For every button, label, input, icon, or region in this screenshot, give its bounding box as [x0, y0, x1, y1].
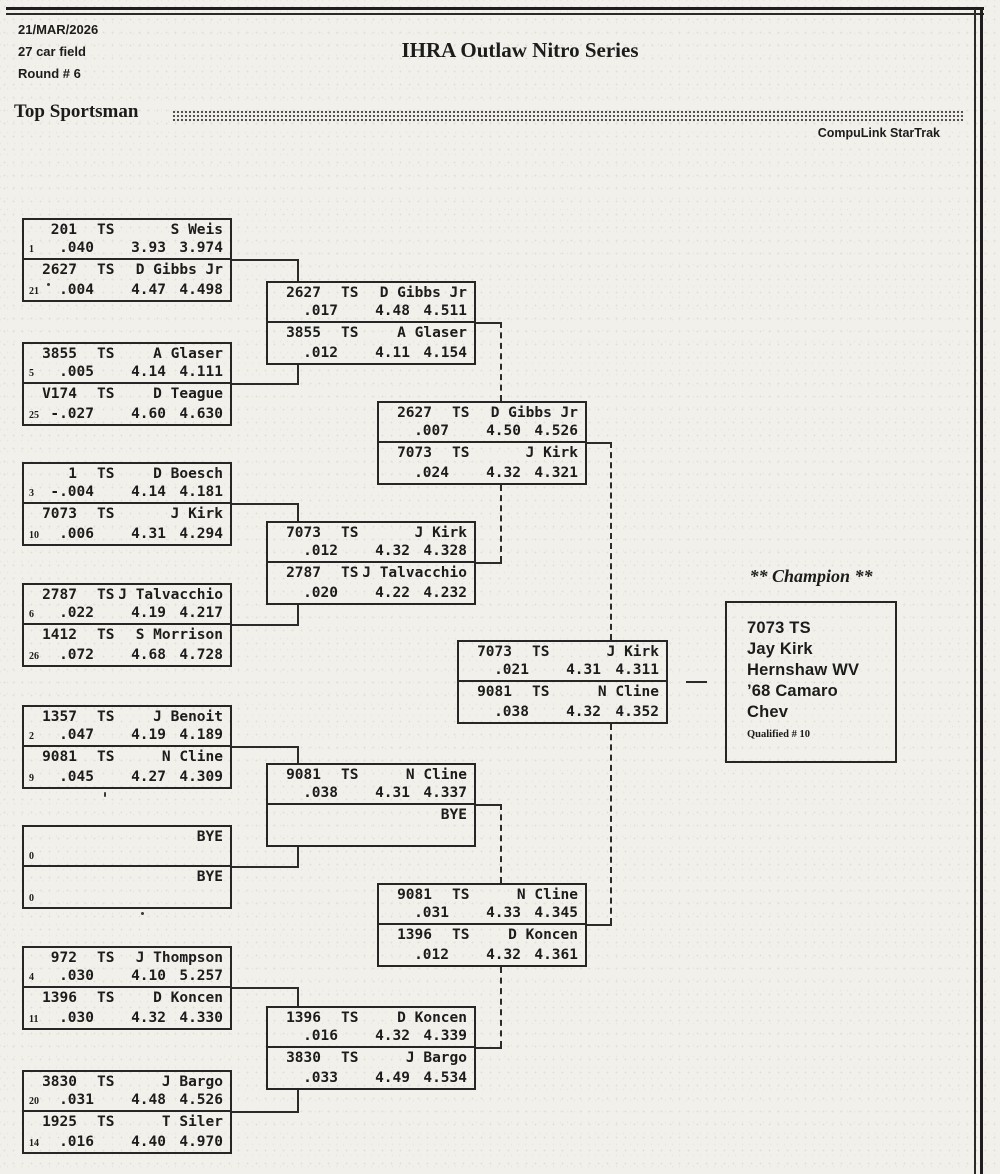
car-number: 1412	[42, 627, 77, 643]
dial-in: 4.32	[375, 543, 410, 559]
connector-r1-1-h	[232, 259, 299, 261]
driver-name: D Koncen	[508, 927, 578, 943]
driver-name: A Glaser	[397, 325, 467, 341]
round1-heat-8-entry-1	[24, 1072, 230, 1112]
final-heat-1-entry-2	[459, 682, 666, 722]
round1-heat-7-entry-1	[24, 948, 230, 988]
reaction-time: .047	[59, 727, 94, 743]
connector-r1-3-v	[297, 503, 299, 521]
driver-name: J Kirk	[606, 644, 659, 660]
driver-name: D Gibbs Jr	[379, 285, 467, 301]
class-abbrev: TS	[341, 325, 359, 341]
qualifying-position: 2	[29, 731, 34, 742]
qualifying-position: 0	[29, 851, 34, 862]
driver-name: D Teague	[153, 386, 223, 402]
class-abbrev: TS	[97, 990, 115, 1006]
car-number: 2627	[397, 405, 432, 421]
driver-name: S Morrison	[135, 627, 223, 643]
qualifying-position: 6	[29, 609, 34, 620]
round2-heat-4	[266, 1006, 476, 1090]
qualifying-position: 21	[29, 286, 39, 297]
reaction-time: -.004	[50, 484, 94, 500]
connector-r1-7-v	[297, 987, 299, 1006]
connector-r1-2-v	[297, 365, 299, 383]
series-title: IHRA Outlaw Nitro Series	[401, 38, 639, 62]
reaction-time: .016	[303, 1028, 338, 1044]
car-number: 2627	[42, 262, 77, 278]
qualifying-position: 1	[29, 244, 34, 255]
elapsed-time: 4.534	[423, 1070, 467, 1086]
round2-heat-4-entry-2	[268, 1048, 474, 1088]
connector-r1-6-v	[297, 847, 299, 866]
driver-name: A Glaser	[153, 346, 223, 362]
round1-heat-3-entry-1	[24, 464, 230, 504]
connector-r2-1-h	[476, 322, 502, 324]
connector-sf-2-h	[587, 924, 612, 926]
car-number: 9081	[397, 887, 432, 903]
connector-r2-1-v	[500, 322, 502, 401]
class-abbrev: TS	[452, 887, 470, 903]
champion-car-number: 7073 TS	[747, 619, 811, 637]
elapsed-time: 4.321	[534, 465, 578, 481]
class-abbrev: TS	[452, 445, 470, 461]
elapsed-time: 4.232	[423, 585, 467, 601]
champion-vehicle: ’68 Camaro	[747, 682, 838, 700]
car-number: 1	[68, 466, 77, 482]
connector-final-champion	[686, 681, 707, 683]
driver-name: N Cline	[405, 767, 467, 783]
reaction-time: -.027	[50, 406, 94, 422]
round1-heat-5-entry-1	[24, 707, 230, 747]
reaction-time: .038	[494, 704, 529, 720]
connector-r2-4-h	[476, 1047, 502, 1049]
car-number: 3830	[286, 1050, 321, 1066]
driver-name: J Talvacchio	[118, 587, 223, 603]
champion-make: Chev	[747, 703, 789, 721]
semifinals-heat-1-entry-2	[379, 443, 585, 483]
car-number: 7073	[397, 445, 432, 461]
dial-in: 4.14	[131, 484, 166, 500]
dial-in: 4.31	[375, 785, 410, 801]
dial-in: 4.33	[486, 905, 521, 921]
connector-r1-6-h	[232, 866, 299, 868]
page-border-top-outer	[6, 7, 984, 10]
round1-heat-3-entry-2	[24, 504, 230, 544]
round2-heat-1	[266, 281, 476, 365]
page-border-top-inner	[6, 13, 984, 15]
round2-heat-4-entry-1	[268, 1008, 474, 1048]
reaction-time: .040	[59, 240, 94, 256]
elapsed-time: 4.345	[534, 905, 578, 921]
driver-name: D Koncen	[397, 1010, 467, 1026]
dial-in: 3.93	[131, 240, 166, 256]
elapsed-time: 4.630	[179, 406, 223, 422]
connector-r2-2-v	[500, 485, 502, 562]
class-abbrev: TS	[97, 506, 115, 522]
elapsed-time: 4.330	[179, 1010, 223, 1026]
car-number: 2627	[286, 285, 321, 301]
elapsed-time: 4.361	[534, 947, 578, 963]
driver-name: D Gibbs Jr	[135, 262, 223, 278]
dial-in: 4.19	[131, 727, 166, 743]
round1-heat-6	[22, 825, 232, 909]
qualifying-position: 4	[29, 972, 34, 983]
round1-heat-1-entry-2	[24, 260, 230, 300]
class-abbrev: TS	[97, 386, 115, 402]
class-abbrev: TS	[97, 346, 115, 362]
reaction-time: .021	[494, 662, 529, 678]
class-abbrev: TS	[97, 749, 115, 765]
round1-heat-2	[22, 342, 232, 426]
elapsed-time: 4.526	[179, 1092, 223, 1108]
semifinals-heat-2	[377, 883, 587, 967]
elapsed-time: 4.111	[179, 364, 223, 380]
dial-in: 4.48	[131, 1092, 166, 1108]
driver-name: J Benoit	[153, 709, 223, 725]
connector-r1-5-h	[232, 746, 299, 748]
scan-speck	[104, 792, 106, 797]
round1-heat-4-entry-1	[24, 585, 230, 625]
class-abbrev: TS	[341, 285, 359, 301]
qualifying-position: 3	[29, 488, 34, 499]
reaction-time: .007	[414, 423, 449, 439]
round2-heat-3	[266, 763, 476, 847]
car-number: 9081	[286, 767, 321, 783]
class-abbrev: TS	[97, 627, 115, 643]
driver-name: D Boesch	[153, 466, 223, 482]
dial-in: 4.27	[131, 769, 166, 785]
car-number: 1357	[42, 709, 77, 725]
final-heat-1	[457, 640, 668, 724]
dial-in: 4.22	[375, 585, 410, 601]
elapsed-time: 4.181	[179, 484, 223, 500]
dial-in: 4.50	[486, 423, 521, 439]
round2-heat-1-entry-2	[268, 323, 474, 363]
class-abbrev: TS	[452, 927, 470, 943]
event-date: 21/MAR/2026	[18, 22, 99, 37]
car-number: 7073	[477, 644, 512, 660]
round1-heat-7-entry-2	[24, 988, 230, 1028]
dial-in: 4.49	[375, 1070, 410, 1086]
reaction-time: .030	[59, 1010, 94, 1026]
car-number: 1925	[42, 1114, 77, 1130]
reaction-time: .072	[59, 647, 94, 663]
connector-r2-4-v	[500, 967, 502, 1047]
semifinals-heat-2-entry-2	[379, 925, 585, 965]
elapsed-time: 4.217	[179, 605, 223, 621]
reaction-time: .012	[303, 543, 338, 559]
car-number: 9081	[477, 684, 512, 700]
dial-in: 4.47	[131, 282, 166, 298]
round2-heat-2	[266, 521, 476, 605]
qualifying-position: 14	[29, 1138, 39, 1149]
class-abbrev: TS	[341, 565, 359, 581]
round1-heat-6-entry-1	[24, 827, 230, 867]
dial-in: 4.11	[375, 345, 410, 361]
dial-in: 4.60	[131, 406, 166, 422]
connector-r2-3-v	[500, 804, 502, 883]
round1-heat-7	[22, 946, 232, 1030]
dial-in: 4.31	[131, 526, 166, 542]
driver-name: D Koncen	[153, 990, 223, 1006]
connector-r1-5-v	[297, 746, 299, 763]
round1-heat-5	[22, 705, 232, 789]
qualifying-position: 5	[29, 368, 34, 379]
dial-in: 4.10	[131, 968, 166, 984]
connector-sf-1-v	[610, 442, 612, 640]
reaction-time: .033	[303, 1070, 338, 1086]
connector-r1-4-h	[232, 624, 299, 626]
class-abbrev: TS	[97, 950, 115, 966]
driver-name: J Bargo	[405, 1050, 467, 1066]
class-abbrev: TS	[341, 1010, 359, 1026]
round1-heat-6-entry-2	[24, 867, 230, 907]
driver-name: S Weis	[170, 222, 223, 238]
round1-heat-4-entry-2	[24, 625, 230, 665]
round1-heat-1	[22, 218, 232, 302]
connector-r2-2-h	[476, 562, 502, 564]
qualifying-position: 10	[29, 530, 39, 541]
class-abbrev: TS	[97, 1114, 115, 1130]
car-number: 201	[50, 222, 77, 238]
class-abbrev: TS	[97, 587, 115, 603]
round2-heat-3-entry-2	[268, 805, 474, 845]
connector-r1-2-h	[232, 383, 299, 385]
driver-name: J Kirk	[525, 445, 578, 461]
round1-heat-4	[22, 583, 232, 667]
round1-heat-1-entry-1	[24, 220, 230, 260]
class-abbrev: TS	[532, 644, 550, 660]
reaction-time: .031	[414, 905, 449, 921]
driver-name: T Siler	[161, 1114, 223, 1130]
dial-in: 4.31	[566, 662, 601, 678]
driver-name: J Thompson	[135, 950, 223, 966]
driver-name: N Cline	[161, 749, 223, 765]
driver-name: J Talvacchio	[362, 565, 467, 581]
dial-in: 4.32	[486, 947, 521, 963]
car-number: 1396	[42, 990, 77, 1006]
reaction-time: .030	[59, 968, 94, 984]
qualifying-position: 20	[29, 1096, 39, 1107]
dial-in: 4.32	[375, 1028, 410, 1044]
semifinals-heat-1-entry-1	[379, 403, 585, 443]
scan-speck	[141, 912, 144, 915]
elapsed-time: 4.970	[179, 1134, 223, 1150]
dial-in: 4.32	[566, 704, 601, 720]
champion-qualified: Qualified # 10	[747, 729, 811, 740]
connector-r1-8-v	[297, 1090, 299, 1111]
reaction-time: .024	[414, 465, 449, 481]
champion-box	[725, 601, 897, 763]
semifinals-heat-1	[377, 401, 587, 485]
round2-heat-1-entry-1	[268, 283, 474, 323]
class-abbrev: TS	[97, 262, 115, 278]
class-abbrev: TS	[97, 222, 115, 238]
driver-name: BYE	[440, 807, 467, 823]
driver-name: BYE	[196, 869, 223, 885]
class-title: Top Sportsman	[14, 101, 139, 122]
class-abbrev: TS	[97, 1074, 115, 1090]
reaction-time: .031	[59, 1092, 94, 1108]
class-abbrev: TS	[97, 709, 115, 725]
round2-heat-2-entry-1	[268, 523, 474, 563]
elapsed-time: 4.294	[179, 526, 223, 542]
reaction-time: .045	[59, 769, 94, 785]
car-number: 3855	[286, 325, 321, 341]
driver-name: N Cline	[597, 684, 659, 700]
car-number: 7073	[42, 506, 77, 522]
elapsed-time: 4.309	[179, 769, 223, 785]
driver-name: J Kirk	[170, 506, 223, 522]
car-number: 9081	[42, 749, 77, 765]
reaction-time: .020	[303, 585, 338, 601]
semifinals-heat-2-entry-1	[379, 885, 585, 925]
dial-in: 4.40	[131, 1134, 166, 1150]
elapsed-time: 4.352	[615, 704, 659, 720]
elapsed-time: 4.154	[423, 345, 467, 361]
reaction-time: .017	[303, 303, 338, 319]
round1-heat-3	[22, 462, 232, 546]
champion-label: ** Champion **	[749, 566, 873, 586]
round2-heat-2-entry-2	[268, 563, 474, 603]
elapsed-time: 4.328	[423, 543, 467, 559]
elapsed-time: 5.257	[179, 968, 223, 984]
dial-in: 4.19	[131, 605, 166, 621]
car-number: 7073	[286, 525, 321, 541]
hatch-divider	[172, 110, 963, 122]
class-abbrev: TS	[532, 684, 550, 700]
page-border-right-inner	[974, 9, 976, 1174]
champion-hometown: Hernshaw WV	[747, 661, 860, 679]
scan-speck	[47, 283, 50, 286]
car-number: 2787	[286, 565, 321, 581]
round-number: Round # 6	[18, 66, 81, 81]
driver-name: J Kirk	[414, 525, 467, 541]
final-heat-1-entry-1	[459, 642, 666, 682]
timing-system-label: CompuLink StarTrak	[817, 126, 940, 140]
car-number: 1396	[397, 927, 432, 943]
car-number: 972	[50, 950, 77, 966]
dial-in: 4.14	[131, 364, 166, 380]
car-number: 3830	[42, 1074, 77, 1090]
round1-heat-8	[22, 1070, 232, 1154]
round1-heat-2-entry-2	[24, 384, 230, 424]
connector-sf-2-v	[610, 724, 612, 924]
champion-name: Jay Kirk	[747, 640, 813, 658]
class-abbrev: TS	[341, 767, 359, 783]
page-border-right-outer	[980, 7, 983, 1174]
driver-name: D Gibbs Jr	[490, 405, 578, 421]
car-number: 2787	[42, 587, 77, 603]
class-abbrev: TS	[341, 525, 359, 541]
qualifying-position: 11	[29, 1014, 39, 1025]
connector-r1-7-h	[232, 987, 299, 989]
elapsed-time: 4.339	[423, 1028, 467, 1044]
connector-sf-1-h	[587, 442, 612, 444]
dial-in: 4.68	[131, 647, 166, 663]
elapsed-time: 3.974	[179, 240, 223, 256]
elapsed-time: 4.526	[534, 423, 578, 439]
elapsed-time: 4.511	[423, 303, 467, 319]
reaction-time: .004	[59, 282, 94, 298]
round1-heat-2-entry-1	[24, 344, 230, 384]
driver-name: BYE	[196, 829, 223, 845]
reaction-time: .012	[414, 947, 449, 963]
connector-r2-3-h	[476, 804, 502, 806]
connector-r1-4-v	[297, 605, 299, 624]
round1-heat-5-entry-2	[24, 747, 230, 787]
class-abbrev: TS	[341, 1050, 359, 1066]
field-size: 27 car field	[18, 44, 86, 59]
dial-in: 4.48	[375, 303, 410, 319]
reaction-time: .012	[303, 345, 338, 361]
car-number: 3855	[42, 346, 77, 362]
class-abbrev: TS	[452, 405, 470, 421]
connector-r1-1-v	[297, 259, 299, 281]
qualifying-position: 26	[29, 651, 39, 662]
elapsed-time: 4.189	[179, 727, 223, 743]
round2-heat-3-entry-1	[268, 765, 474, 805]
reaction-time: .005	[59, 364, 94, 380]
reaction-time: .022	[59, 605, 94, 621]
reaction-time: .006	[59, 526, 94, 542]
dial-in: 4.32	[131, 1010, 166, 1026]
dial-in: 4.32	[486, 465, 521, 481]
driver-name: J Bargo	[161, 1074, 223, 1090]
elapsed-time: 4.337	[423, 785, 467, 801]
car-number: V174	[42, 386, 77, 402]
qualifying-position: 9	[29, 773, 34, 784]
elapsed-time: 4.728	[179, 647, 223, 663]
car-number: 1396	[286, 1010, 321, 1026]
reaction-time: .016	[59, 1134, 94, 1150]
round1-heat-8-entry-2	[24, 1112, 230, 1152]
connector-r1-3-h	[232, 503, 299, 505]
class-abbrev: TS	[97, 466, 115, 482]
elapsed-time: 4.311	[615, 662, 659, 678]
qualifying-position: 25	[29, 410, 39, 421]
qualifying-position: 0	[29, 893, 34, 904]
reaction-time: .038	[303, 785, 338, 801]
elapsed-time: 4.498	[179, 282, 223, 298]
connector-r1-8-h	[232, 1111, 299, 1113]
driver-name: N Cline	[516, 887, 578, 903]
